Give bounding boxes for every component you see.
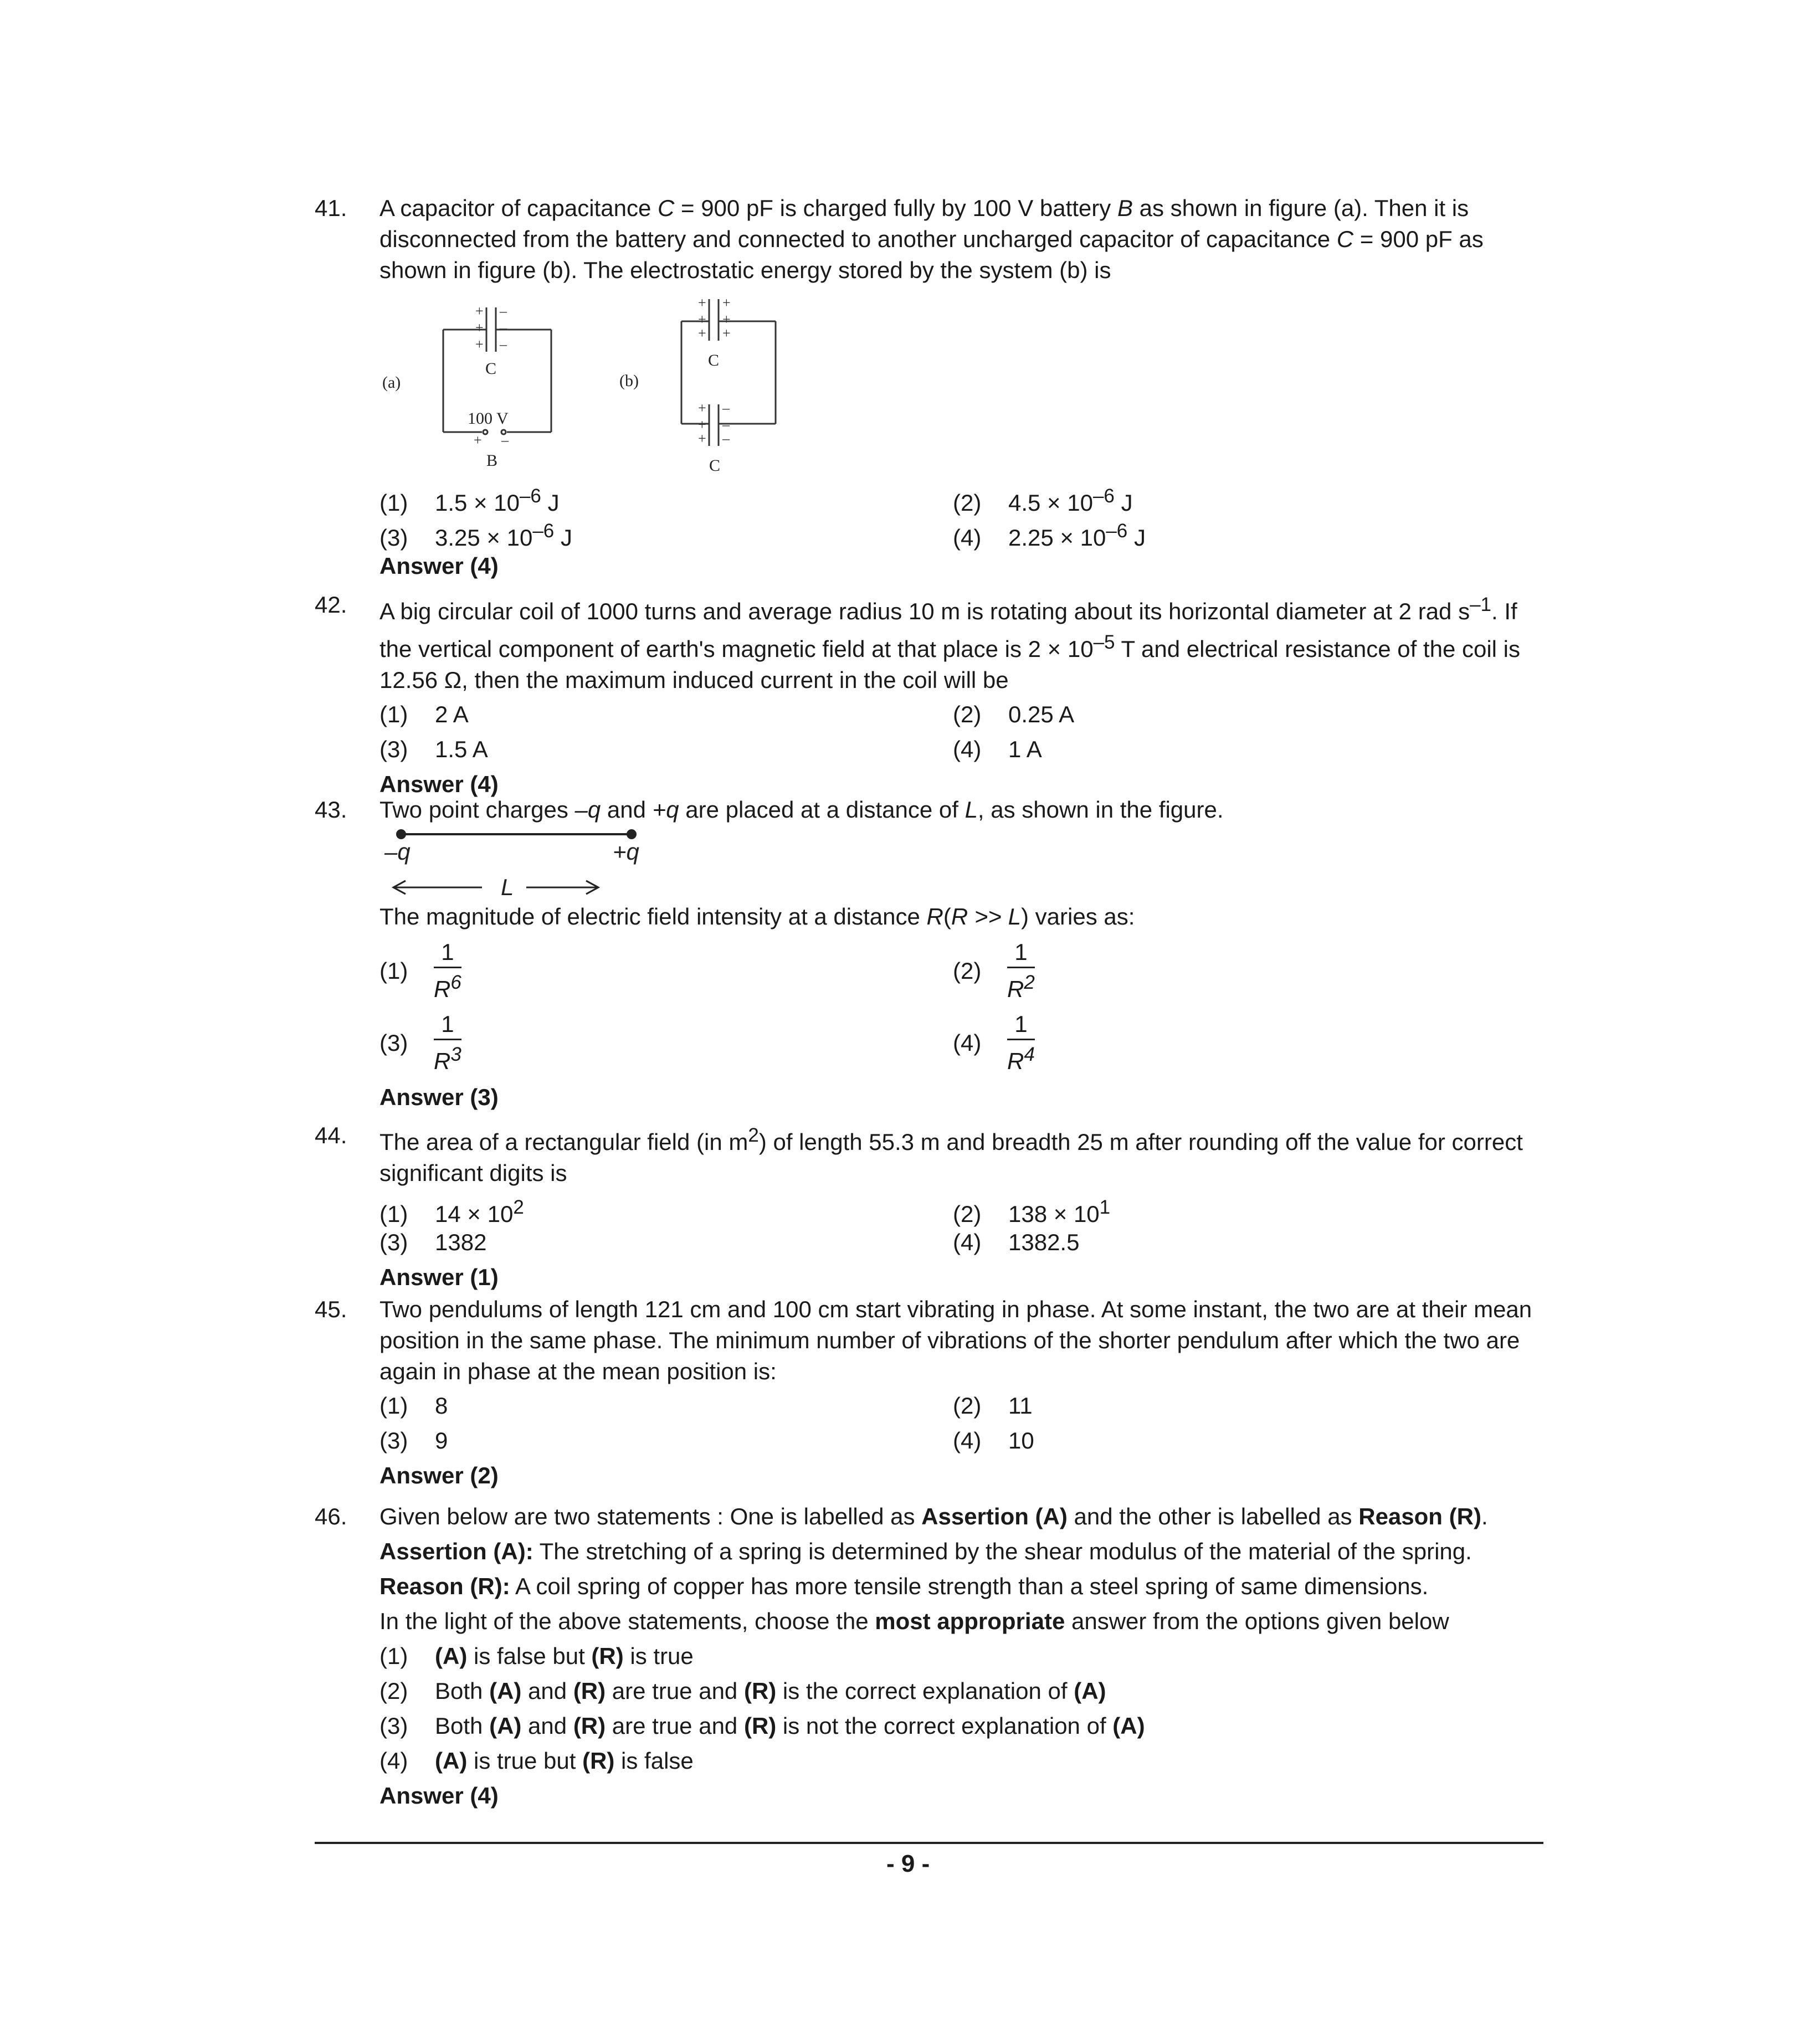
svg-text:+: + (475, 320, 484, 336)
option-4[interactable]: (4) 10 (953, 1427, 1034, 1454)
footer-divider (315, 1842, 1543, 1844)
option-4[interactable]: (4) 1382.5 (953, 1229, 1080, 1255)
question-43-continued (316, 901, 1535, 1113)
reason-statement: Reason (R): A coil spring of copper has more tensile strength than a steel spring of same dimensions. (379, 1573, 1429, 1599)
answer-label: Answer (3) (379, 1084, 499, 1110)
option-2[interactable]: (2) 0.25 A (953, 701, 1075, 727)
svg-text:+: + (722, 296, 731, 311)
option-3[interactable]: (3) 9 (379, 1427, 448, 1454)
question-number: 42. (315, 592, 347, 618)
svg-text:+: + (722, 311, 731, 327)
option-2[interactable]: (2) $\frac{1}{R^2}$ (953, 939, 1035, 1002)
svg-text:–: – (722, 417, 730, 433)
question-number: 44. (315, 1122, 347, 1148)
svg-text:100 V: 100 V (468, 409, 509, 428)
option-1[interactable]: (1) 8 (379, 1393, 448, 1419)
option-2[interactable]: (2) Both (A) and (R) are true and (R) is the correct explanation of (A) (379, 1678, 1106, 1704)
question-number: 41. (315, 195, 347, 221)
svg-text:+: + (698, 400, 706, 416)
question-43 (316, 794, 1535, 825)
question-number: 46. (315, 1503, 347, 1529)
svg-text:+: + (475, 303, 484, 319)
option-3[interactable]: (3) $3.25 \times 10^{-6}$ J (379, 520, 572, 551)
option-3[interactable]: (3) 1.5 A (379, 736, 488, 762)
option-1[interactable]: (1) (A) is false but (R) is true (379, 1643, 694, 1669)
answer-label: Answer (2) (379, 1462, 499, 1488)
svg-text:–: – (500, 303, 507, 319)
option-4[interactable]: (4) 1 A (953, 736, 1042, 762)
question-42 (316, 589, 1535, 800)
svg-text:(b): (b) (619, 372, 639, 390)
option-2[interactable]: (2) $138 \times 10^1$ (953, 1196, 1111, 1227)
svg-text:L: L (501, 874, 514, 900)
svg-text:C: C (709, 456, 721, 475)
question-41-options (316, 481, 1535, 582)
svg-text:C: C (708, 351, 720, 369)
option-1[interactable]: (1) $14 \times 10^2$ (379, 1196, 524, 1227)
svg-text:+: + (722, 325, 731, 341)
assertion-statement: Assertion (A): The stretching of a spring is determined by the shear modulus of the material of the spring. (379, 1538, 1472, 1564)
question-number: 43. (315, 797, 347, 823)
question-text: Two pendulums of length 121 cm and 100 cm start vibrating in phase. At some instant, the two are at their mean position in the same phase. The minimum number of vibrations of the shorter pendulum after which the two are again in phase at the mean position is: (379, 1296, 1532, 1384)
svg-text:C: C (485, 360, 497, 378)
dipole-figure (377, 825, 665, 903)
svg-text:–: – (500, 336, 507, 352)
capacitor-circuit-figure (382, 296, 803, 479)
question-46 (316, 1499, 1535, 1813)
page-number: - 9 - (886, 1850, 930, 1877)
question-45 (316, 1294, 1535, 1491)
question-text: The magnitude of electric field intensity at a distance R(R >> L) varies as: (379, 903, 1135, 929)
option-2[interactable]: (2) 11 (953, 1393, 1033, 1419)
option-1[interactable]: (1) $1.5 \times 10^{-6}$ J (379, 485, 560, 516)
svg-text:(a): (a) (382, 373, 401, 392)
option-3[interactable]: (3) 1382 (379, 1229, 487, 1255)
answer-label: Answer (1) (379, 1264, 499, 1290)
svg-text:+: + (698, 311, 706, 327)
svg-text:+: + (698, 296, 706, 311)
option-2[interactable]: (2) $4.5 \times 10^{-6}$ J (953, 485, 1133, 516)
instruction-text: In the light of the above statements, choose the most appropriate answer from the options given below (379, 1608, 1449, 1634)
question-41 (316, 193, 1535, 286)
answer-label: Answer (4) (379, 553, 499, 579)
svg-text:+: + (698, 325, 706, 341)
svg-text:+: + (474, 432, 482, 448)
svg-text:–: – (501, 432, 509, 448)
option-4[interactable]: (4) (A) is true but (R) is false (379, 1748, 694, 1774)
answer-label: Answer (4) (379, 771, 499, 797)
question-text: A capacitor of capacitance C = 900 pF is charged fully by 100 V battery B as shown in figure (a). Then it is disconnected from the battery and connected to another uncharged capacitor of capacitance C = 900 pF as shown in figure (b). The electrostatic energy stored by the system (b) is (379, 195, 1484, 283)
svg-text:+q: +q (613, 839, 639, 865)
option-4[interactable]: (4) $\frac{1}{R^4}$ (953, 1011, 1035, 1074)
question-text: Given below are two statements : One is labelled as Assertion (A) and the other is labelled as Reason (R). (379, 1503, 1488, 1529)
question-text: The area of a rectangular field (in $m^2$) of length 55.3 m and breadth 25 m after rounding off the value for correct significant digits is (379, 1124, 1523, 1186)
question-44 (316, 1120, 1535, 1293)
option-1[interactable]: (1) 2 A (379, 701, 469, 727)
svg-text:–: – (722, 430, 730, 446)
svg-text:–: – (500, 320, 507, 336)
svg-text:–q: –q (384, 839, 411, 865)
option-3[interactable]: (3) Both (A) and (R) are true and (R) is not the correct explanation of (A) (379, 1713, 1145, 1739)
svg-text:–: – (722, 400, 730, 416)
svg-text:+: + (698, 417, 706, 433)
svg-text:+: + (475, 336, 484, 352)
question-number: 45. (315, 1296, 347, 1322)
option-4[interactable]: (4) $2.25 \times 10^{-6}$ J (953, 520, 1146, 551)
svg-text:+: + (698, 430, 706, 446)
svg-text:B: B (486, 451, 498, 470)
question-text: A big circular coil of 1000 turns and average radius 10 m is rotating about its horizontal diameter at 2 rad $s^{-1}$. If the vertical component of earth's magnetic field at that place is $2 \times 10^{-5}$ T and electrical resistance of the coil is 12.56 Ω, then the maximum induced current in the coil will be (379, 594, 1521, 693)
option-3[interactable]: (3) $\frac{1}{R^3}$ (379, 1011, 461, 1074)
answer-label: Answer (4) (379, 1783, 499, 1809)
option-1[interactable]: (1) $\frac{1}{R^6}$ (379, 939, 461, 1002)
question-text: Two point charges –q and +q are placed at a distance of L, as shown in the figure. (379, 797, 1224, 823)
